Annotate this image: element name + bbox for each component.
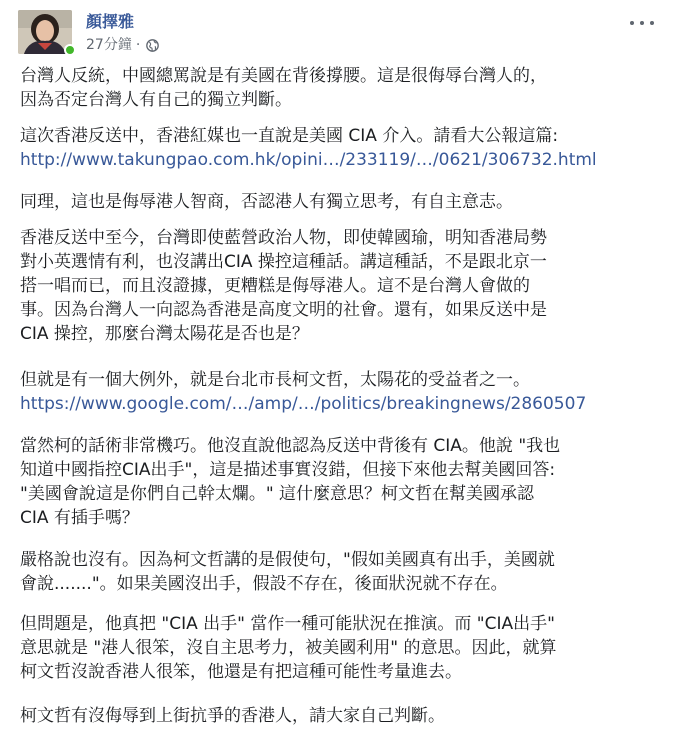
author-name-link[interactable]: 顏擇雅	[86, 12, 135, 31]
text-line: 柯文哲有沒侮辱到上街抗爭的香港人，請大家自己判斷。	[20, 706, 445, 726]
post-meta	[86, 36, 159, 54]
post-paragraph-3	[20, 190, 660, 214]
post-paragraph-5	[20, 368, 660, 416]
post-paragraph-1	[20, 64, 660, 112]
post-paragraph-8	[20, 612, 660, 684]
globe-icon[interactable]	[146, 39, 159, 52]
text-line: 會說......."。如果美國沒出手，假設不存在，後面狀況就不存在。	[20, 574, 508, 594]
more-dot	[630, 21, 634, 25]
takungpao-article-link[interactable]: http://www.takungpao.com.hk/opini…/233119/…/0621/306732.html	[20, 150, 597, 170]
text-line: 搭一唱而已，而且沒證據，更糟糕是侮辱港人。這不是台灣人會做的	[20, 276, 530, 296]
online-status-indicator	[64, 44, 76, 56]
text-line: 但問題是，他真把 "CIA 出手" 當作一種可能狀況在推演。而 "CIA出手"	[20, 614, 555, 634]
meta-separator: ·	[135, 37, 141, 53]
google-amp-news-link[interactable]: https://www.google.com/…/amp/…/politics/breakingnews/2860507	[20, 394, 587, 414]
text-line: 台灣人反統，中國總罵說是有美國在背後撐腰。這是很侮辱台灣人的，	[20, 66, 547, 86]
post-timestamp[interactable]: 27分鐘	[86, 37, 132, 53]
text-line: CIA 有插手嗎？	[20, 508, 139, 528]
text-line: "美國會說這是你們自己幹太爛。" 這什麼意思？柯文哲在幫美國承認	[20, 484, 535, 504]
text-line: 這次香港反送中，香港紅媒也一直說是美國 CIA 介入。請看大公報這篇:	[20, 126, 559, 146]
post-paragraph-4	[20, 226, 660, 346]
text-line: 對小英選情有利，也沒講出CIA 操控這種話。講這種話，不是跟北京一	[20, 252, 547, 272]
avatar-container[interactable]	[18, 10, 74, 54]
post-paragraph-2	[20, 124, 660, 172]
text-line: 柯文哲沒說香港人很笨，他還是有把這種可能性考量進去。	[20, 662, 462, 682]
text-line: 因為否定台灣人有自己的獨立判斷。	[20, 90, 292, 110]
post-header	[18, 10, 658, 54]
text-line: CIA 操控，那麼台灣太陽花是否也是？	[20, 324, 309, 344]
post-paragraph-7	[20, 548, 660, 596]
text-line: 知道中國指控CIA出手"，這是描述事實沒錯，但接下來他去幫美國回答:	[20, 460, 556, 480]
more-dot	[640, 21, 644, 25]
text-line: 意思就是 "港人很笨，沒自主思考力，被美國利用" 的意思。因此，就算	[20, 638, 557, 658]
text-line: 香港反送中至今，台灣即使藍營政治人物，即使韓國瑜，明知香港局勢	[20, 228, 547, 248]
more-dot	[650, 21, 654, 25]
post-paragraph-9	[20, 704, 660, 728]
more-options-icon[interactable]	[630, 18, 654, 28]
post-paragraph-6	[20, 434, 660, 530]
text-line: 但就是有一個大例外，就是台北市長柯文哲，太陽花的受益者之一。	[20, 370, 530, 390]
text-line: 事。因為台灣人一向認為香港是高度文明的社會。還有，如果反送中是	[20, 300, 547, 320]
text-line: 當然柯的話術非常機巧。他沒直說他認為反送中背後有 CIA。他說 "我也	[20, 436, 561, 456]
text-line: 同理，這也是侮辱港人智商，否認港人有獨立思考，有自主意志。	[20, 192, 513, 212]
text-line: 嚴格說也沒有。因為柯文哲講的是假使句，"假如美國真有出手，美國就	[20, 550, 555, 570]
